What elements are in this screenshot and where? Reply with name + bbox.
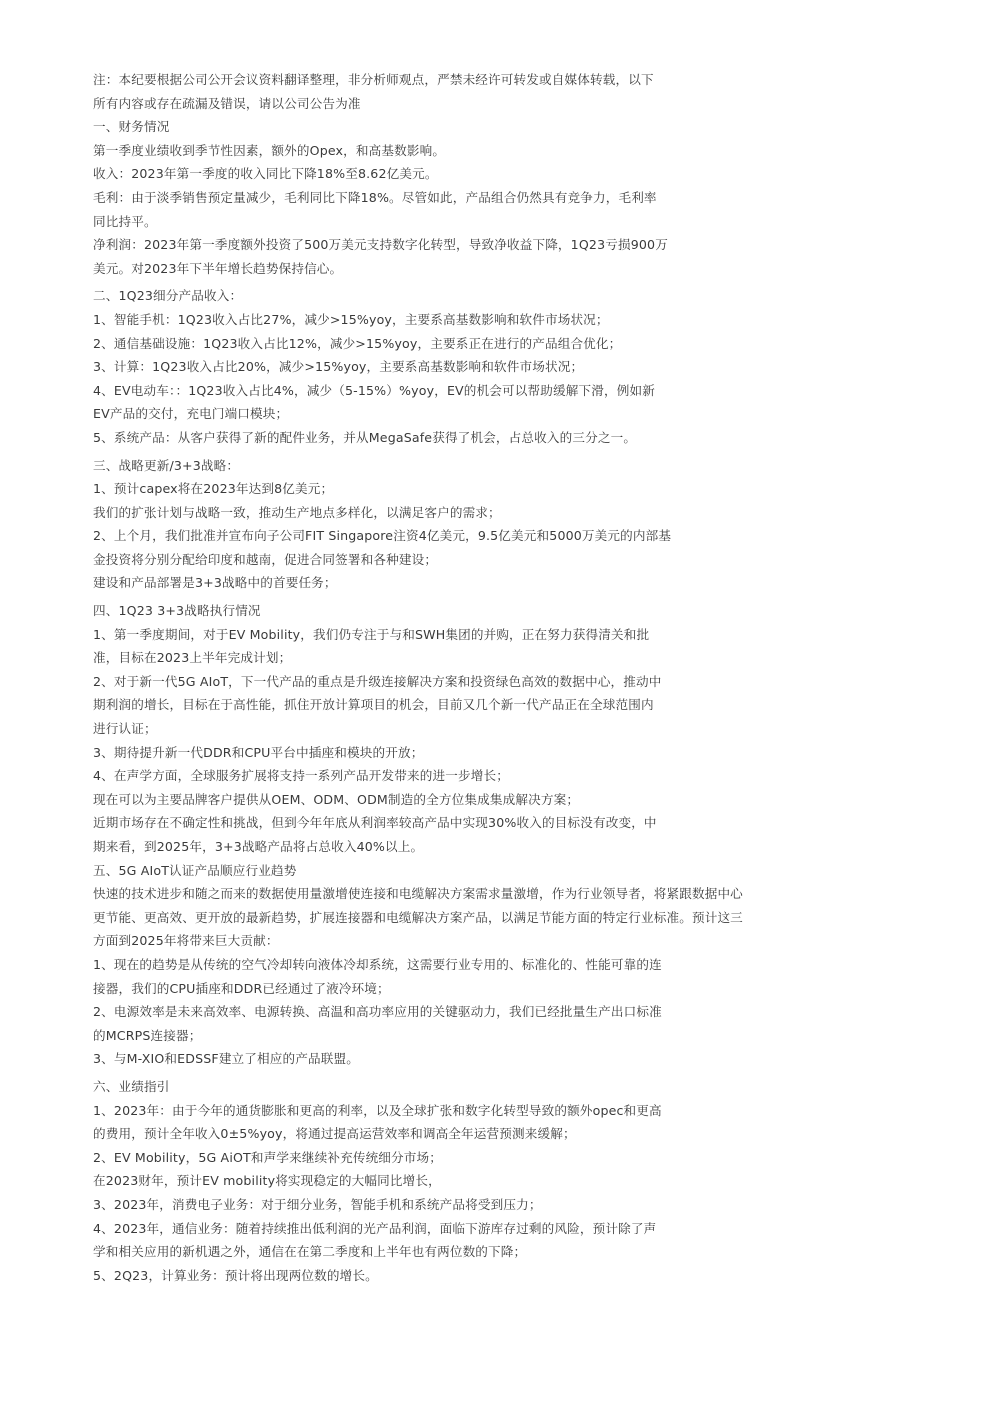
paragraph-line: 建设和产品部署是3+3战略中的首要任务； [93, 575, 337, 591]
paragraph-line: 在2023财年，预计EV mobility将实现稳定的大幅同比增长， [93, 1173, 441, 1189]
list-item: 1、预计capex将在2023年达到8亿美元； [93, 481, 334, 497]
paragraph-line: 同比持平。 [93, 213, 157, 229]
paragraph-line: 快速的技术进步和随之而来的数据使用量激增使连接和电缆解决方案需求量激增，作为行业领导者，将紧跟数据中心 [93, 886, 743, 902]
section-heading-strategy: 三、战略更新/3+3战略： [93, 457, 240, 473]
section-heading-execution: 四、1Q23 3+3战略执行情况 [93, 603, 261, 619]
paragraph-line: 期利润的增长，目标在于高性能，抓住开放计算项目的机会，目前又几个新一代产品正在全球范围内 [93, 697, 654, 713]
paragraph-line: 接器，我们的CPU插座和DDR已经通过了液冷环境； [93, 980, 390, 996]
paragraph-line: 的MCRPS连接器； [93, 1027, 202, 1043]
paragraph-line: 期来看，到2025年，3+3战略产品将占总收入40%以上。 [93, 839, 424, 854]
section-heading-segments: 二、1Q23细分产品收入： [93, 288, 243, 304]
paragraph-line: 准，目标在2023上半年完成计划； [93, 650, 292, 666]
paragraph-line: 方面到2025年将带来巨大贡献： [93, 933, 279, 949]
list-item: 1、现在的趋势是从传统的空气冷却转向液体冷却系统，这需要行业专用的、标准化的、性能可靠的连 [93, 956, 662, 972]
list-item: 2、EV Mobility，5G AiOT和声学来继续补充传统细分市场； [93, 1149, 443, 1165]
list-item: 4、EV电动车：：1Q23收入占比4%，减少（5-15%）%yoy，EV的机会可以帮助缓解下滑，例如新 [93, 382, 655, 398]
list-item: 2、电源效率是未来高效率、电源转换、高温和高功率应用的关键驱动力，我们已经批量生产出口标准 [93, 1004, 662, 1020]
list-item: 1、第一季度期间，对于EV Mobility，我们仍专注于与和SWH集团的并购，正在努力获得清关和批 [93, 626, 650, 642]
list-item: 1、2023年：由于今年的通货膨胀和更高的利率，以及全球扩张和数字化转型导致的额外opec和更高 [93, 1102, 662, 1118]
list-item: 4、2023年，通信业务：随着持续推出低利润的光产品利润，面临下游库存过剩的风险，预计除了声 [93, 1220, 657, 1236]
paragraph-line: 的费用，预计全年收入0±5%yoy，将通过提高运营效率和调高全年运营预测来缓解； [93, 1126, 576, 1142]
list-item: 2、对于新一代5G AIoT，下一代产品的重点是升级连接解决方案和投资绿色高效的数据中心，推动中 [93, 673, 662, 689]
paragraph-line: 现在可以为主要品牌客户提供从OEM、ODM、ODM制造的全方位集成集成解决方案； [93, 791, 580, 807]
list-item: 3、与M-XIO和EDSSF建立了相应的产品联盟。 [93, 1051, 359, 1067]
paragraph-line: 毛利：由于淡季销售预定量减少，毛利同比下降18%。尽管如此，产品组合仍然具有竞争力，毛利率 [93, 189, 657, 205]
paragraph-line: 近期市场存在不确定性和挑战，但到今年年底从利润率较高产品中实现30%收入的目标没有改变，中 [93, 815, 657, 831]
list-item: 5、系统产品：从客户获得了新的配件业务，并从MegaSafe获得了机会，占总收入的三分之一。 [93, 429, 637, 445]
paragraph-line: 进行认证； [93, 721, 157, 737]
paragraph-line: 金投资将分别分配给印度和越南，促进合同签署和各种建设； [93, 551, 438, 567]
list-item: 3、2023年，消费电子业务：对于细分业务，智能手机和系统产品将受到压力； [93, 1196, 542, 1212]
paragraph-line: 更节能、更高效、更开放的最新趋势，扩展连接器和电缆解决方案产品，以满足节能方面的特定行业标准。预计这三 [93, 909, 743, 925]
list-item: 5、2Q23，计算业务：预计将出现两位数的增长。 [93, 1267, 378, 1283]
paragraph-line: 我们的扩张计划与战略一致，推动生产地点多样化，以满足客户的需求； [93, 504, 501, 520]
list-item: 3、期待提升新一代DDR和CPU平台中插座和模块的开放； [93, 744, 424, 760]
document-body [93, 68, 783, 1287]
list-item: EV产品的交付，充电门端口模块； [93, 406, 289, 422]
list-item: 1、智能手机：1Q23收入占比27%，减少>15%yoy，主要系高基数影响和软件市场状况； [93, 311, 609, 327]
disclaimer-line-2: 所有内容或存在疏漏及错误，请以公司公告为准 [93, 95, 361, 111]
paragraph-line: 净利润：2023年第一季度额外投资了500万美元支持数字化转型，导致净收益下降，1Q23亏损900万 [93, 237, 668, 253]
paragraph-line: 收入：2023年第一季度的收入同比下降18%至8.62亿美元。 [93, 166, 438, 182]
paragraph-line: 学和相关应用的新机遇之外，通信在在第二季度和上半年也有两位数的下降； [93, 1244, 527, 1260]
list-item: 2、通信基础设施：1Q23收入占比12%，减少>15%yoy，主要系正在进行的产品组合优化； [93, 335, 622, 351]
paragraph-line: 美元。对2023年下半年增长趋势保持信心。 [93, 260, 343, 276]
disclaimer-line-1: 注：本纪要根据公司公开会议资料翻译整理，非分析师观点，严禁未经许可转发或自媒体转载，以下 [93, 72, 654, 87]
list-item: 3、计算：1Q23收入占比20%，减少>15%yoy，主要系高基数影响和软件市场状况； [93, 359, 584, 375]
list-item: 4、在声学方面，全球服务扩展将支持一系列产品开发带来的进一步增长； [93, 768, 509, 784]
section-heading-aiot: 五、5G AIoT认证产品顺应行业趋势 [93, 862, 297, 878]
section-heading-financials: 一、财务情况 [93, 119, 170, 135]
list-item: 2、上个月，我们批准并宣布向子公司FIT Singapore注资4亿美元，9.5亿美元和5000万美元的内部基 [93, 528, 672, 544]
section-heading-guidance: 六、业绩指引 [93, 1078, 170, 1094]
paragraph-line: 第一季度业绩收到季节性因素，额外的Opex，和高基数影响。 [93, 142, 446, 158]
